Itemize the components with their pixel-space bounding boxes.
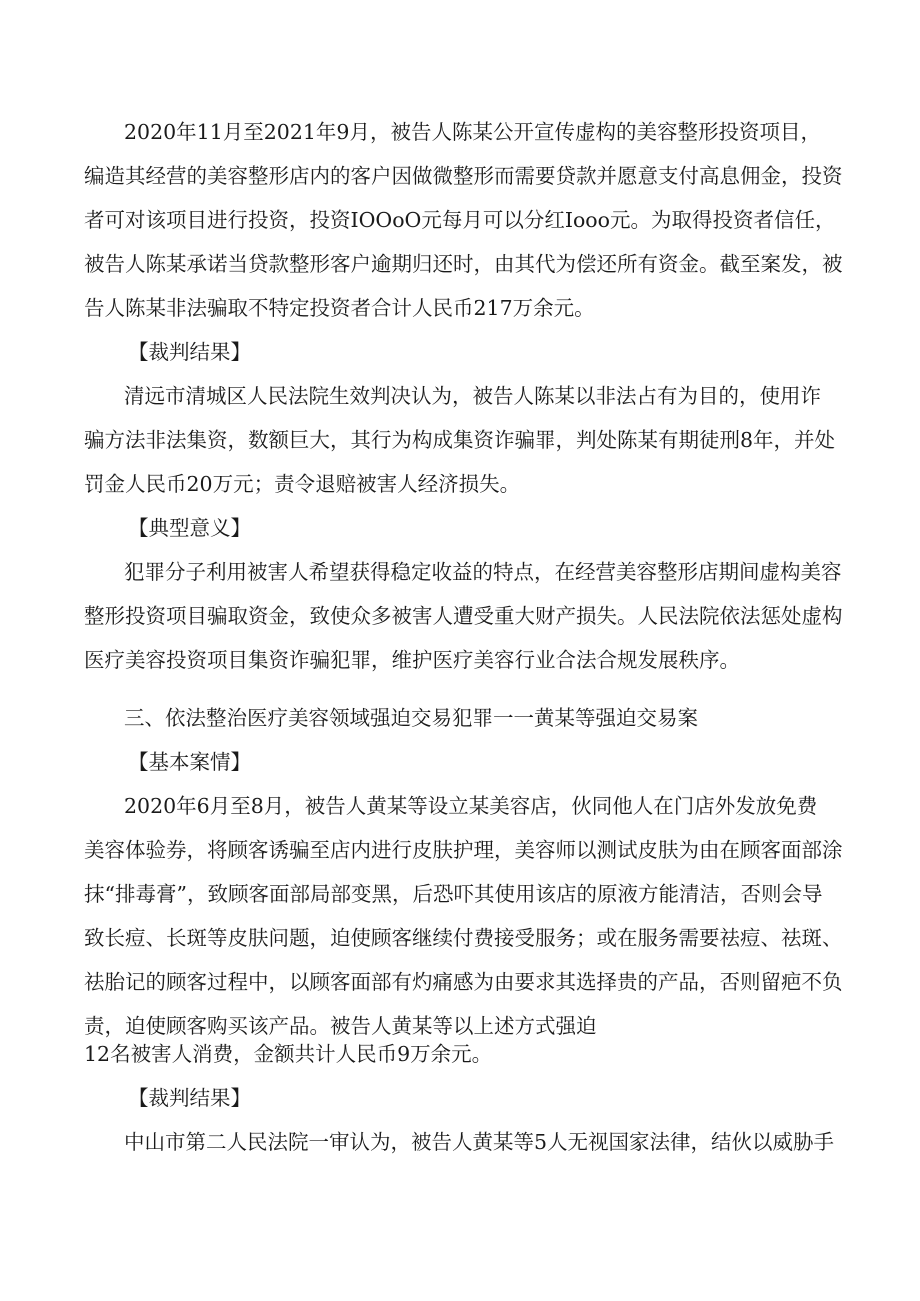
- case-facts-line: 2020年11月至2021年9月，被告人陈某公开宣传虚构的美容整形投资项目，: [124, 120, 821, 144]
- significance-line: 犯罪分子利用被害人希望获得稳定收益的特点，在经营美容整形店期间虚构美容: [124, 560, 842, 584]
- judgment-line: 骗方法非法集资，数额巨大，其行为构成集资诈骗罪，判处陈某有期徒刑8年，并处: [84, 428, 836, 452]
- basic-facts-heading: 【基本案情】: [128, 750, 251, 774]
- case-facts-line: 编造其经营的美容整形店内的客户因做微整形而需要贷款并愿意支付高息佣金，投资: [84, 164, 843, 188]
- judgment-line: 清远市清城区人民法院生效判决认为，被告人陈某以非法占有为目的，使用诈: [124, 384, 821, 408]
- judgment-heading: 【裁判结果】: [128, 1086, 251, 1110]
- case-facts-line: 告人陈某非法骗取不特定投资者合计人民币217万余元。: [84, 296, 595, 320]
- significance-line: 整形投资项目骗取资金，致使众多被害人遭受重大财产损失。人民法院依法惩处虚构: [84, 604, 843, 628]
- section-title: 三、依法整治医疗美容领域强迫交易犯罪一一黄某等强迫交易案: [124, 706, 698, 730]
- judgment-heading: 【裁判结果】: [128, 340, 251, 364]
- significance-line: 医疗美容投资项目集资诈骗犯罪，维护医疗美容行业合法合规发展秩序。: [84, 648, 740, 672]
- case-facts-line: 2020年6月至8月，被告人黄某等设立某美容店，伙同他人在门店外发放免费: [124, 794, 818, 818]
- case-facts-line: 被告人陈某承诺当贷款整形客户逾期归还时，由其代为偿还所有资金。截至案发，被: [84, 252, 843, 276]
- case-facts-line: 者可对该项目进行投资，投资IOOoO元每月可以分红Iooo元。为取得投资者信任，: [84, 208, 836, 232]
- case-facts-line: 致长痘、长斑等皮肤问题，迫使顾客继续付费接受服务；或在服务需要祛痘、祛斑、: [84, 926, 843, 950]
- case-facts-line: 美容体验券，将顾客诱骗至店内进行皮肤护理，美容师以测试皮肤为由在顾客面部涂: [84, 838, 843, 862]
- case-facts-line: 责，迫使顾客购买该产品。被告人黄某等以上述方式强迫: [84, 1014, 597, 1038]
- judgment-line: 罚金人民币20万元；责令退赔被害人经济损失。: [84, 472, 521, 496]
- case-facts-line: 祛胎记的顾客过程中，以顾客面部有灼痛感为由要求其选择贵的产品，否则留疤不负: [84, 970, 843, 994]
- judgment-line: 中山市第二人民法院一审认为，被告人黄某等5人无视国家法律，结伙以威胁手: [124, 1130, 835, 1154]
- case-facts-line: 12名被害人消费，金额共计人民币9万余元。: [84, 1042, 493, 1066]
- case-facts-line: 抹“排毒膏”，致顾客面部局部变黑，后恐吓其使用该店的原液方能清洁，否则会导: [84, 882, 823, 906]
- significance-heading: 【典型意义】: [128, 516, 251, 540]
